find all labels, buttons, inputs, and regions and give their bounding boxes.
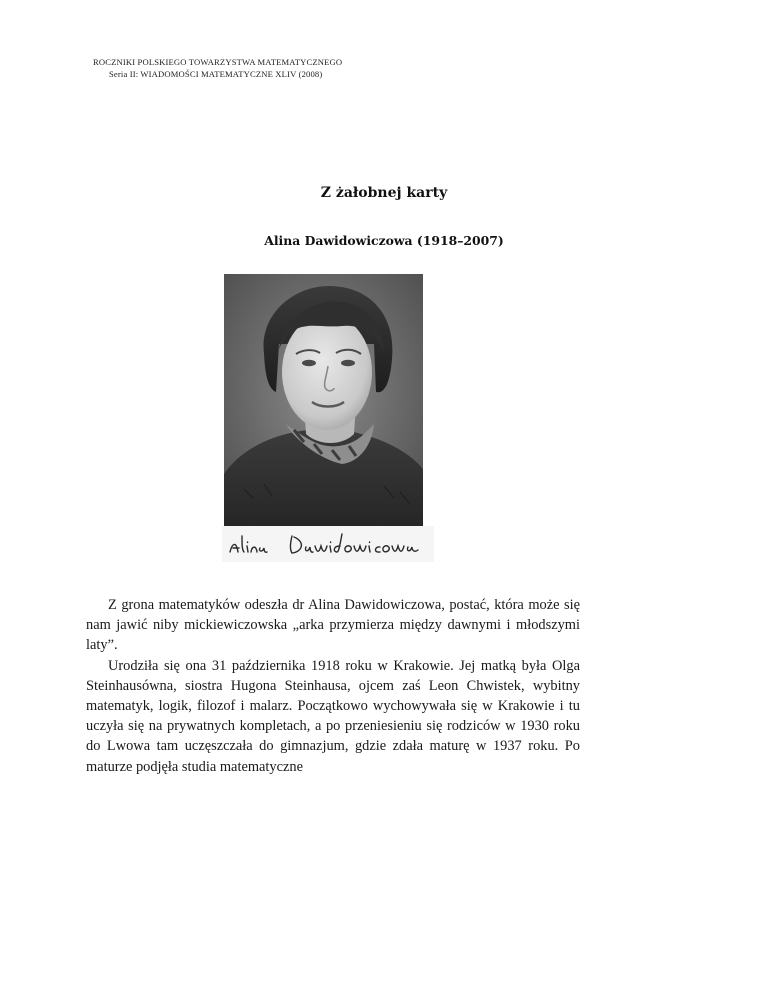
portrait-photo <box>224 274 423 528</box>
journal-volume-line: Seria II: WIADOMOŚCI MATEMATYCZNE XLIV (2008) <box>109 69 323 79</box>
journal-header <box>93 56 342 80</box>
section-title: Z żałobnej karty <box>320 185 448 201</box>
obituary-heading: Alina Dawidowiczowa (1918–2007) <box>264 233 504 248</box>
obituary-body <box>86 595 580 777</box>
paragraph-intro: Z grona matematyków odeszła dr Alina Dawidowiczowa, postać, która może się nam jawić niby mickiewiczowska „arka przymierza między dawnymi i młodszymi laty”. <box>86 597 580 654</box>
journal-series-title: ROCZNIKI POLSKIEGO TOWARZYSTWA MATEMATYCZNEGO <box>93 57 343 67</box>
handwritten-signature <box>222 526 434 562</box>
paragraph-biography: Urodziła się ona 31 października 1918 roku w Krakowie. Jej matką była Olga Steinhausówna, siostra Hugona Steinhausa, ojcem zaś Leon Chwistek, wybitny matematyk, logik, filozof i malarz. Początkowo wychowywała się w Krakowie i tu uczyła się na prywatnych kompletach, a po przeniesieniu się rodziców w 1930 roku do Lwowa tam uczęszczała do gimnazjum, gdzie zdała maturę w 1937 roku. Po maturze podjęła studia matematyczne <box>86 657 580 775</box>
